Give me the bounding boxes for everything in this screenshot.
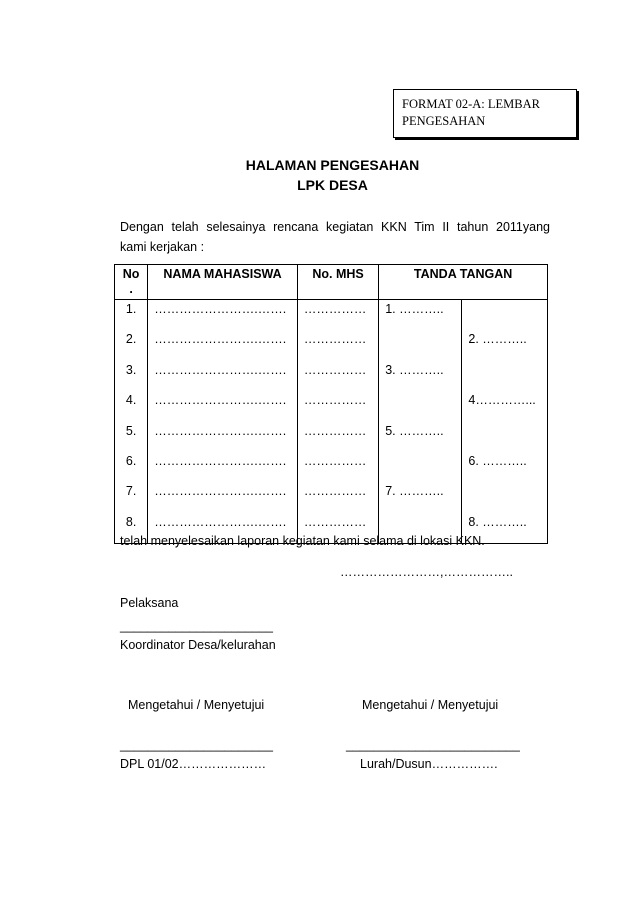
row-number: 5. xyxy=(115,422,148,452)
row-signature-right: 6. ……….. xyxy=(462,452,548,482)
approval-left-label: Mengetahui / Menyetujui xyxy=(128,698,265,712)
row-number: 8. xyxy=(115,513,148,544)
row-number: 1. xyxy=(115,300,148,331)
row-student-name: …………………….……. xyxy=(148,391,298,421)
page-title: HALAMAN PENGESAHAN xyxy=(245,157,420,173)
row-signature-right: 8. ……….. xyxy=(462,513,548,544)
row-signature-right xyxy=(462,361,548,391)
approval-left-name: DPL 01/02………………… xyxy=(120,757,267,771)
row-number: 2. xyxy=(115,330,148,360)
row-student-name: …………………….……. xyxy=(148,300,298,331)
format-box-line1: FORMAT 02-A: LEMBAR xyxy=(402,97,540,111)
signature-table xyxy=(114,264,548,544)
header-nim: No. MHS xyxy=(297,265,378,300)
row-number: 6. xyxy=(115,452,148,482)
row-student-id: …………… xyxy=(297,300,378,331)
row-number: 7. xyxy=(115,482,148,512)
coordinator-signature-line: ______________________ xyxy=(120,619,273,633)
row-student-name: …………………….……. xyxy=(148,482,298,512)
row-signature-right xyxy=(462,482,548,512)
row-signature-left: 1. ……….. xyxy=(379,300,462,331)
header-no: No . xyxy=(115,265,148,300)
coordinator-label: Koordinator Desa/kelurahan xyxy=(120,638,276,652)
row-number: 4. xyxy=(115,391,148,421)
page-subtitle: LPK DESA xyxy=(297,177,368,193)
table-row xyxy=(115,422,548,452)
intro-paragraph xyxy=(120,217,550,257)
row-signature-left xyxy=(379,391,462,421)
row-signature-left: 7. ……….. xyxy=(379,482,462,512)
completion-text: telah menyelesaikan laporan kegiatan kami selama di lokasi KKN. xyxy=(120,534,485,548)
table-row xyxy=(115,452,548,482)
row-number: 3. xyxy=(115,361,148,391)
table-row xyxy=(115,482,548,512)
row-signature-right xyxy=(462,422,548,452)
row-student-name: …………………….……. xyxy=(148,361,298,391)
row-signature-right: 2. ……….. xyxy=(462,330,548,360)
table-row xyxy=(115,330,548,360)
approval-left-signature-line: ______________________ xyxy=(120,738,273,752)
row-student-id: …………… xyxy=(297,361,378,391)
header-signature: TANDA TANGAN xyxy=(379,265,548,300)
row-student-id: …………… xyxy=(297,452,378,482)
row-student-id: …………… xyxy=(297,513,378,544)
table-row xyxy=(115,300,548,331)
row-signature-left: 3. ……….. xyxy=(379,361,462,391)
row-student-id: …………… xyxy=(297,482,378,512)
row-signature-left: 5. ……….. xyxy=(379,422,462,452)
row-signature-left xyxy=(379,452,462,482)
intro-line1: Dengan telah selesainya rencana kegiatan KKN Tim II tahun 2011yang xyxy=(120,220,550,234)
row-student-id: …………… xyxy=(297,422,378,452)
row-student-name: …………………….……. xyxy=(148,330,298,360)
row-signature-right xyxy=(462,300,548,331)
row-student-name: …………………….……. xyxy=(148,452,298,482)
approval-right-label: Mengetahui / Menyetujui xyxy=(362,698,499,712)
format-box-line2: PENGESAHAN xyxy=(402,114,486,128)
format-box xyxy=(393,89,577,138)
row-student-name: …………………….……. xyxy=(148,422,298,452)
intro-line2: kami kerjakan : xyxy=(120,240,205,254)
row-signature-right: 4…………... xyxy=(462,391,548,421)
table-header-row xyxy=(115,265,548,300)
table-row xyxy=(115,391,548,421)
approval-right-signature-line: _________________________ xyxy=(346,738,520,752)
place-date: ……………………,…………….. xyxy=(340,565,513,579)
row-student-name: …………………….……. xyxy=(148,513,298,544)
header-name: NAMA MAHASISWA xyxy=(148,265,298,300)
approval-right-name: Lurah/Dusun……………. xyxy=(360,757,498,771)
row-student-id: …………… xyxy=(297,391,378,421)
pelaksana-label: Pelaksana xyxy=(120,596,179,610)
row-student-id: …………… xyxy=(297,330,378,360)
row-signature-left xyxy=(379,330,462,360)
table-row xyxy=(115,361,548,391)
